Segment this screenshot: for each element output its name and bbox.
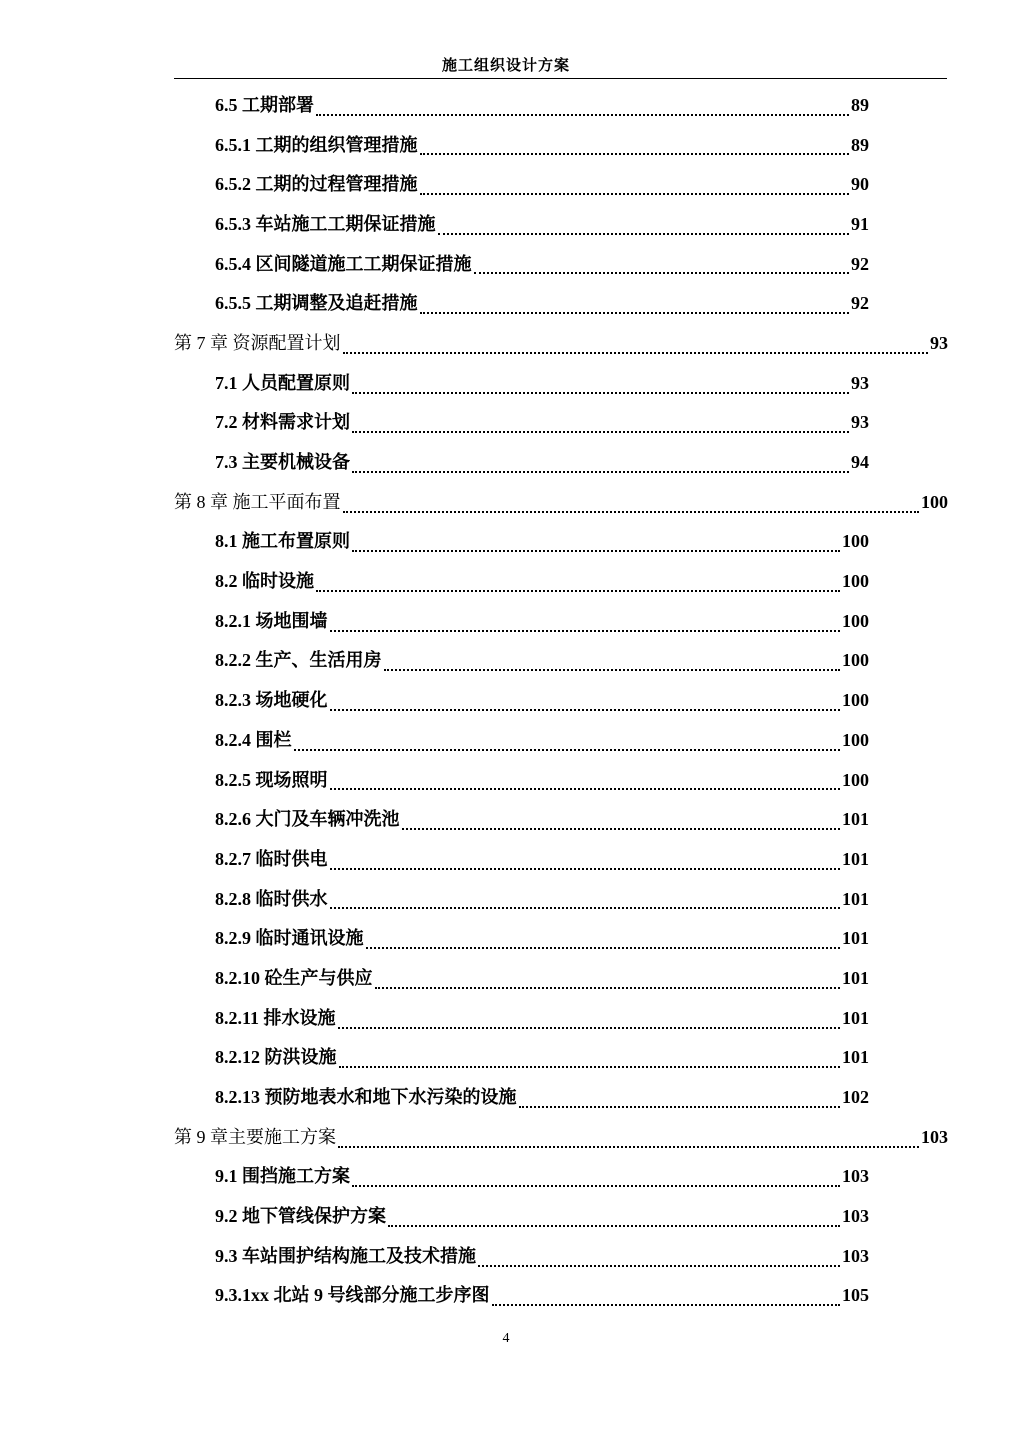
toc-entry-page: 91 [851, 213, 869, 234]
toc-section-entry[interactable] [0, 799, 869, 839]
toc-entry-label: 9.3.1xx 北站 9 号线部分施工步序图 [215, 1285, 490, 1306]
toc-entry-page: 90 [851, 174, 869, 195]
toc-entry-page: 103 [842, 1206, 869, 1227]
toc-entry-label: 9.2 地下管线保护方案 [215, 1206, 386, 1227]
toc-dot-leader [338, 1146, 919, 1148]
toc-dot-leader [330, 788, 841, 790]
toc-entry-page: 94 [851, 452, 869, 473]
toc-dot-leader [375, 987, 841, 989]
toc-entry-label: 8.2.6 大门及车辆冲洗池 [215, 809, 400, 830]
toc-section-entry[interactable] [0, 1077, 869, 1117]
toc-entry-page: 103 [921, 1126, 948, 1147]
toc-entry-label: 8.2.4 围栏 [215, 729, 292, 750]
toc-section-entry[interactable] [0, 204, 869, 244]
toc-dot-leader [478, 1265, 840, 1267]
toc-dot-leader [352, 1185, 840, 1187]
toc-section-entry[interactable] [0, 879, 869, 919]
toc-dot-leader [420, 193, 850, 195]
toc-section-entry[interactable] [0, 1196, 869, 1236]
toc-section-entry[interactable] [0, 164, 869, 204]
toc-section-entry[interactable] [0, 561, 869, 601]
toc-section-entry[interactable] [0, 680, 869, 720]
toc-section-entry[interactable] [0, 403, 869, 443]
toc-entry-label: 8.2.2 生产、生活用房 [215, 650, 382, 671]
toc-dot-leader [352, 431, 849, 433]
toc-section-entry[interactable] [0, 244, 869, 284]
toc-entry-page: 101 [842, 809, 869, 830]
toc-dot-leader [316, 114, 849, 116]
toc-entry-label: 6.5 工期部署 [215, 94, 314, 115]
toc-section-entry[interactable] [0, 522, 869, 562]
toc-entry-label: 8.2.8 临时供水 [215, 888, 328, 909]
toc-dot-leader [330, 709, 841, 711]
toc-dot-leader [519, 1106, 841, 1108]
toc-section-entry[interactable] [0, 601, 869, 641]
toc-entry-label: 8.2.11 排水设施 [215, 1007, 336, 1028]
toc-entry-page: 93 [851, 372, 869, 393]
toc-dot-leader [492, 1304, 841, 1306]
toc-dot-leader [352, 550, 840, 552]
toc-entry-page: 103 [842, 1245, 869, 1266]
toc-section-entry[interactable] [0, 918, 869, 958]
toc-entry-label: 7.1 人员配置原则 [215, 372, 350, 393]
toc-entry-label: 9.1 围挡施工方案 [215, 1166, 350, 1187]
toc-dot-leader [343, 511, 920, 513]
toc-chapter-entry[interactable] [0, 323, 948, 363]
toc-entry-label: 6.5.1 工期的组织管理措施 [215, 134, 418, 155]
toc-entry-label: 8.2.10 砼生产与供应 [215, 967, 373, 988]
toc-entry-label: 8.2.1 场地围墙 [215, 610, 328, 631]
toc-entry-label: 6.5.4 区间隧道施工工期保证措施 [215, 253, 472, 274]
toc-dot-leader [420, 312, 850, 314]
toc-entry-page: 89 [851, 134, 869, 155]
toc-entry-page: 89 [851, 94, 869, 115]
table-of-contents [0, 85, 1012, 1315]
toc-section-entry[interactable] [0, 1236, 869, 1276]
toc-section-entry[interactable] [0, 1038, 869, 1078]
toc-entry-label: 8.2.5 现场照明 [215, 769, 328, 790]
toc-dot-leader [352, 392, 849, 394]
toc-entry-label: 7.2 材料需求计划 [215, 412, 350, 433]
toc-section-entry[interactable] [0, 958, 869, 998]
toc-chapter-entry[interactable] [0, 482, 948, 522]
toc-entry-page: 93 [930, 332, 948, 353]
toc-dot-leader [316, 590, 840, 592]
toc-dot-leader [420, 153, 850, 155]
toc-dot-leader [402, 828, 841, 830]
toc-section-entry[interactable] [0, 283, 869, 323]
toc-entry-label: 6.5.5 工期调整及追赶措施 [215, 293, 418, 314]
toc-entry-page: 93 [851, 412, 869, 433]
toc-entry-page: 100 [842, 769, 869, 790]
page-number: 4 [502, 1331, 510, 1346]
toc-entry-page: 100 [842, 650, 869, 671]
toc-section-entry[interactable] [0, 641, 869, 681]
toc-dot-leader [330, 630, 841, 632]
toc-dot-leader [352, 471, 849, 473]
toc-entry-page: 92 [851, 293, 869, 314]
toc-entry-page: 100 [842, 610, 869, 631]
toc-entry-label: 8.1 施工布置原则 [215, 531, 350, 552]
toc-entry-page: 100 [842, 571, 869, 592]
toc-entry-label: 8.2.13 预防地表水和地下水污染的设施 [215, 1087, 517, 1108]
toc-entry-label: 8.2.9 临时通讯设施 [215, 928, 364, 949]
toc-dot-leader [294, 749, 841, 751]
toc-entry-label: 8.2 临时设施 [215, 571, 314, 592]
toc-entry-page: 101 [842, 928, 869, 949]
toc-dot-leader [343, 352, 929, 354]
toc-entry-label: 7.3 主要机械设备 [215, 452, 350, 473]
toc-dot-leader [384, 669, 841, 671]
toc-entry-page: 100 [921, 491, 948, 512]
toc-dot-leader [438, 233, 850, 235]
toc-entry-page: 102 [842, 1087, 869, 1108]
toc-entry-label: 6.5.3 车站施工工期保证措施 [215, 213, 436, 234]
toc-section-entry[interactable] [0, 839, 869, 879]
toc-entry-page: 92 [851, 253, 869, 274]
toc-chapter-entry[interactable] [0, 1117, 948, 1157]
toc-entry-label: 8.2.3 场地硬化 [215, 690, 328, 711]
toc-entry-label: 第 9 章主要施工方案 [174, 1126, 336, 1147]
toc-entry-page: 101 [842, 967, 869, 988]
toc-section-entry[interactable] [0, 720, 869, 760]
toc-entry-label: 9.3 车站围护结构施工及技术措施 [215, 1245, 476, 1266]
toc-entry-page: 101 [842, 848, 869, 869]
toc-dot-leader [366, 947, 841, 949]
page-header-title: 施工组织设计方案 [441, 58, 570, 74]
toc-section-entry[interactable] [0, 760, 869, 800]
toc-entry-page: 101 [842, 1047, 869, 1068]
toc-entry-label: 8.2.12 防洪设施 [215, 1047, 337, 1068]
toc-entry-page: 105 [842, 1285, 869, 1306]
toc-section-entry[interactable] [0, 85, 869, 125]
toc-entry-page: 101 [842, 888, 869, 909]
toc-dot-leader [388, 1225, 840, 1227]
toc-entry-label: 第 7 章 资源配置计划 [174, 332, 341, 353]
toc-entry-page: 100 [842, 729, 869, 750]
toc-dot-leader [330, 907, 841, 909]
toc-dot-leader [339, 1066, 841, 1068]
toc-section-entry[interactable] [0, 998, 869, 1038]
toc-entry-label: 第 8 章 施工平面布置 [174, 491, 341, 512]
toc-entry-page: 101 [842, 1007, 869, 1028]
toc-dot-leader [474, 272, 850, 274]
toc-entry-page: 103 [842, 1166, 869, 1187]
toc-section-entry[interactable] [0, 1276, 869, 1316]
toc-entry-label: 8.2.7 临时供电 [215, 848, 328, 869]
toc-entry-label: 6.5.2 工期的过程管理措施 [215, 174, 418, 195]
toc-section-entry[interactable] [0, 363, 869, 403]
header-rule [174, 78, 947, 79]
toc-dot-leader [338, 1027, 840, 1029]
toc-section-entry[interactable] [0, 442, 869, 482]
toc-entry-page: 100 [842, 690, 869, 711]
toc-section-entry[interactable] [0, 125, 869, 165]
toc-section-entry[interactable] [0, 1157, 869, 1197]
toc-dot-leader [330, 868, 841, 870]
toc-entry-page: 100 [842, 531, 869, 552]
